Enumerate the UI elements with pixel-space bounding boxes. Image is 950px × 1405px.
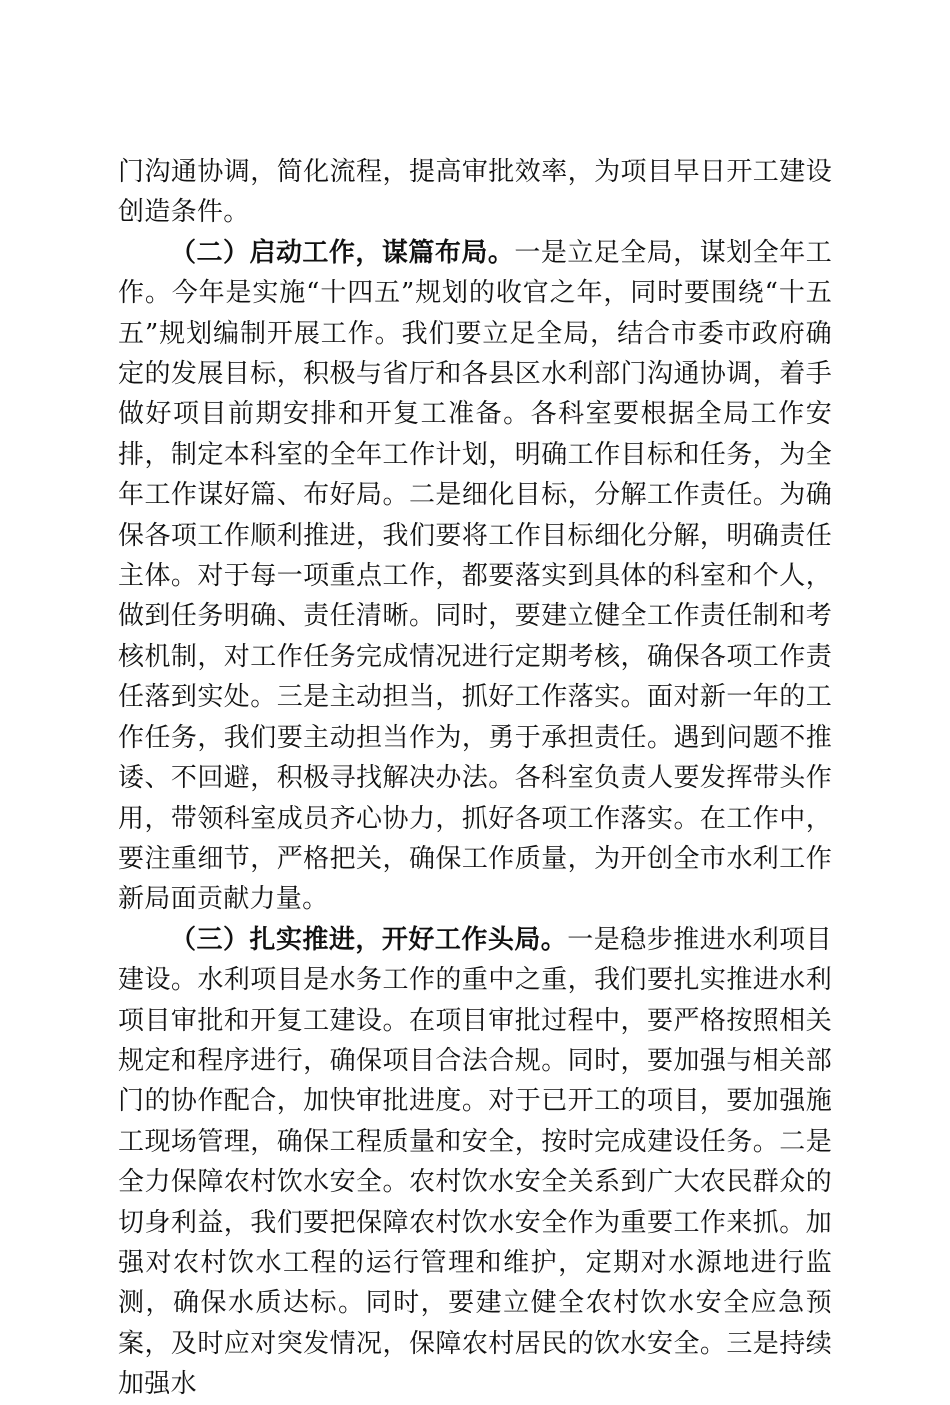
paragraph-3-text: 一是稳步推进水利项目建设。水利项目是水务工作的重中之重，我们要扎实推进水利项目审批和开复工建设。在项目审批过程中，要严格按照相关规定和程序进行，确保项目合法合规。同时，要加强与相关部门的协作配合，加快审批进度。对于已开工的项目，要加强施工现场管理，确保工程质量和安全，按时完成建设任务。二是全力保障农村饮水安全。农村饮水安全关系到广大农民群众的切身利益，我们要把保障农村饮水安全作为重要工作来抓。加强对农村饮水工程的运行管理和维护，定期对水源地进行监测，确保水质达标。同时，要建立健全农村饮水安全应急预案，及时应对突发情况，保障农村居民的饮水安全。三是持续加强水 [118,924,832,1400]
paragraph-1 [118,152,832,233]
paragraph-3 [118,920,832,1405]
paragraph-2 [118,233,832,920]
document-body [118,152,832,1405]
section-heading-2: （二）启动工作，谋篇布局。 [170,237,515,268]
paragraph-1-text: 门沟通协调，简化流程，提高审批效率，为项目早日开工建设创造条件。 [118,157,832,228]
section-heading-3: （三）扎实推进，开好工作头局。 [170,924,568,955]
paragraph-2-text: 一是立足全局，谋划全年工作。今年是实施“十四五”规划的收官之年，同时要围绕“十五五”规划编制开展工作。我们要立足全局，结合市委市政府确定的发展目标，积极与省厅和各县区水利部门沟通协调，着手做好项目前期安排和开复工准备。各科室要根据全局工作安排，制定本科室的全年工作计划，明确工作目标和任务，为全年工作谋好篇、布好局。二是细化目标，分解工作责任。为确保各项工作顺利推进，我们要将工作目标细化分解，明确责任主体。对于每一项重点工作，都要落实到具体的科室和个人，做到任务明确、责任清晰。同时，要建立健全工作责任制和考核机制，对工作任务完成情况进行定期考核，确保各项工作责任落到实处。三是主动担当，抓好工作落实。面对新一年的工作任务，我们要主动担当作为，勇于承担责任。遇到问题不推诿、不回避，积极寻找解决办法。各科室负责人要发挥带头作用，带领科室成员齐心协力，抓好各项工作落实。在工作中，要注重细节，严格把关，确保工作质量，为开创全市水利工作新局面贡献力量。 [118,237,832,915]
